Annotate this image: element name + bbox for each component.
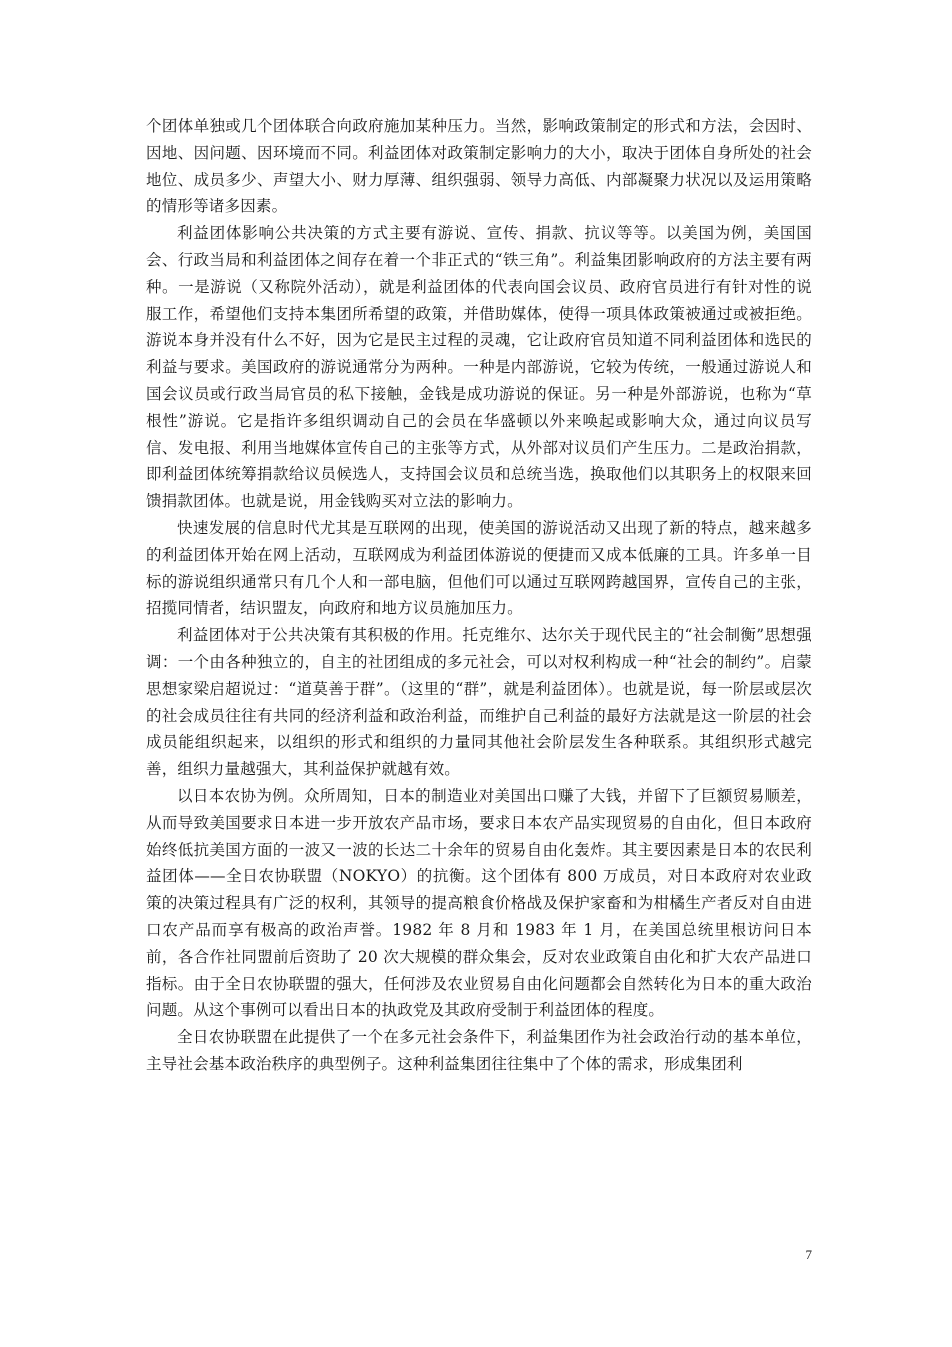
page-number: 7: [805, 1247, 812, 1262]
paragraph-4: 利益团体对于公共决策有其积极的作用。托克维尔、达尔关于现代民主的“社会制衡”思想强调：一个由各种独立的，自主的社团组成的多元社会，可以对权利构成一种“社会的制约”。启蒙思想家梁启超说过：“道莫善于群”。（这里的“群”，就是利益团体）。也就是说，每一阶层或层次的社会成员往往有共同的经济利益和政治利益，而维护自己利益的最好方法就是这一阶层的社会成员能组织起来，以组织的形式和组织的力量同其他社会阶层发生各种联系。其组织形式越完善，组织力量越强大，其利益保护就越有效。: [146, 626, 812, 779]
paragraph-2: 利益团体影响公共决策的方式主要有游说、宣传、捐款、抗议等等。以美国为例，美国国会、行政当局和利益团体之间存在着一个非正式的“铁三角”。利益集团影响政府的方法主要有两种。一是游说（又称院外活动），就是利益团体的代表向国会议员、政府官员进行有针对性的说服工作，希望他们支持本集团所希望的政策，并借助媒体，使得一项具体政策被通过或被拒绝。游说本身并没有什么不好，因为它是民主过程的灵魂，它让政府官员知道不同利益团体和选民的利益与要求。美国政府的游说通常分为两种。一种是内部游说，它较为传统，一般通过游说人和国会议员或行政当局官员的私下接触，金钱是成功游说的保证。另一种是外部游说，也称为“草根性”游说。它是指许多组织调动自己的会员在华盛顿以外来唤起或影响大众，通过向议员写信、发电报、利用当地媒体宣传自己的主张等方式，从外部对议员们产生压力。二是政治捐款，即利益团体统筹捐款给议员候选人，支持国会议员和总统当选，换取他们以其职务上的权限来回馈捐款团体。也就是说，用金钱购买对立法的影响力。: [146, 224, 812, 511]
paragraph-3: 快速发展的信息时代尤其是互联网的出现，使美国的游说活动又出现了新的特点，越来越多的利益团体开始在网上活动，互联网成为利益团体游说的便捷而又成本低廉的工具。许多单一目标的游说组织通常只有几个人和一部电脑，但他们可以通过互联网跨越国界，宣传自己的主张，招揽同情者，结识盟友，向政府和地方议员施加压力。: [146, 518, 812, 618]
paragraph-6: 全日农协联盟在此提供了一个在多元社会条件下，利益集团作为社会政治行动的基本单位，主导社会基本政治秩序的典型例子。这种利益集团往往集中了个体的需求，形成集团利: [146, 1028, 812, 1073]
paragraph-5: 以日本农协为例。众所周知，日本的制造业对美国出口赚了大钱，并留下了巨额贸易顺差，从而导致美国要求日本进一步开放农产品市场，要求日本农产品实现贸易的自由化，但日本政府始终低抗美国方面的一波又一波的长达二十余年的贸易自由化轰炸。其主要因素是日本的农民利益团体——全日农协联盟（NOKYO）的抗衡。这个团体有 800 万成员，对日本政府对农业政策的决策过程具有广泛的权利，其领导的提高粮食价格战及保护家畜和为柑橘生产者反对自由进口农产品而享有极高的政治声誉。1982 年 8 月和 1983 年 1 月，在美国总统里根访问日本前，各合作社同盟前后资助了 20 次大规模的群众集会，反对农业政策自由化和扩大农产品进口指标。由于全日农协联盟的强大，任何涉及农业贸易自由化问题都会自然转化为日本的重大政治问题。从这个事例可以看出日本的执政党及其政府受制于利益团体的程度。: [146, 786, 812, 1020]
document-body: [146, 113, 812, 1078]
paragraph-1: 个团体单独或几个团体联合向政府施加某种压力。当然，影响政策制定的形式和方法，会因时、因地、因问题、因环境而不同。利益团体对政策制定影响力的大小，取决于团体自身所处的社会地位、成员多少、声望大小、财力厚薄、组织强弱、领导力高低、内部凝聚力状况以及运用策略的情形等诸多因素。: [146, 117, 812, 216]
